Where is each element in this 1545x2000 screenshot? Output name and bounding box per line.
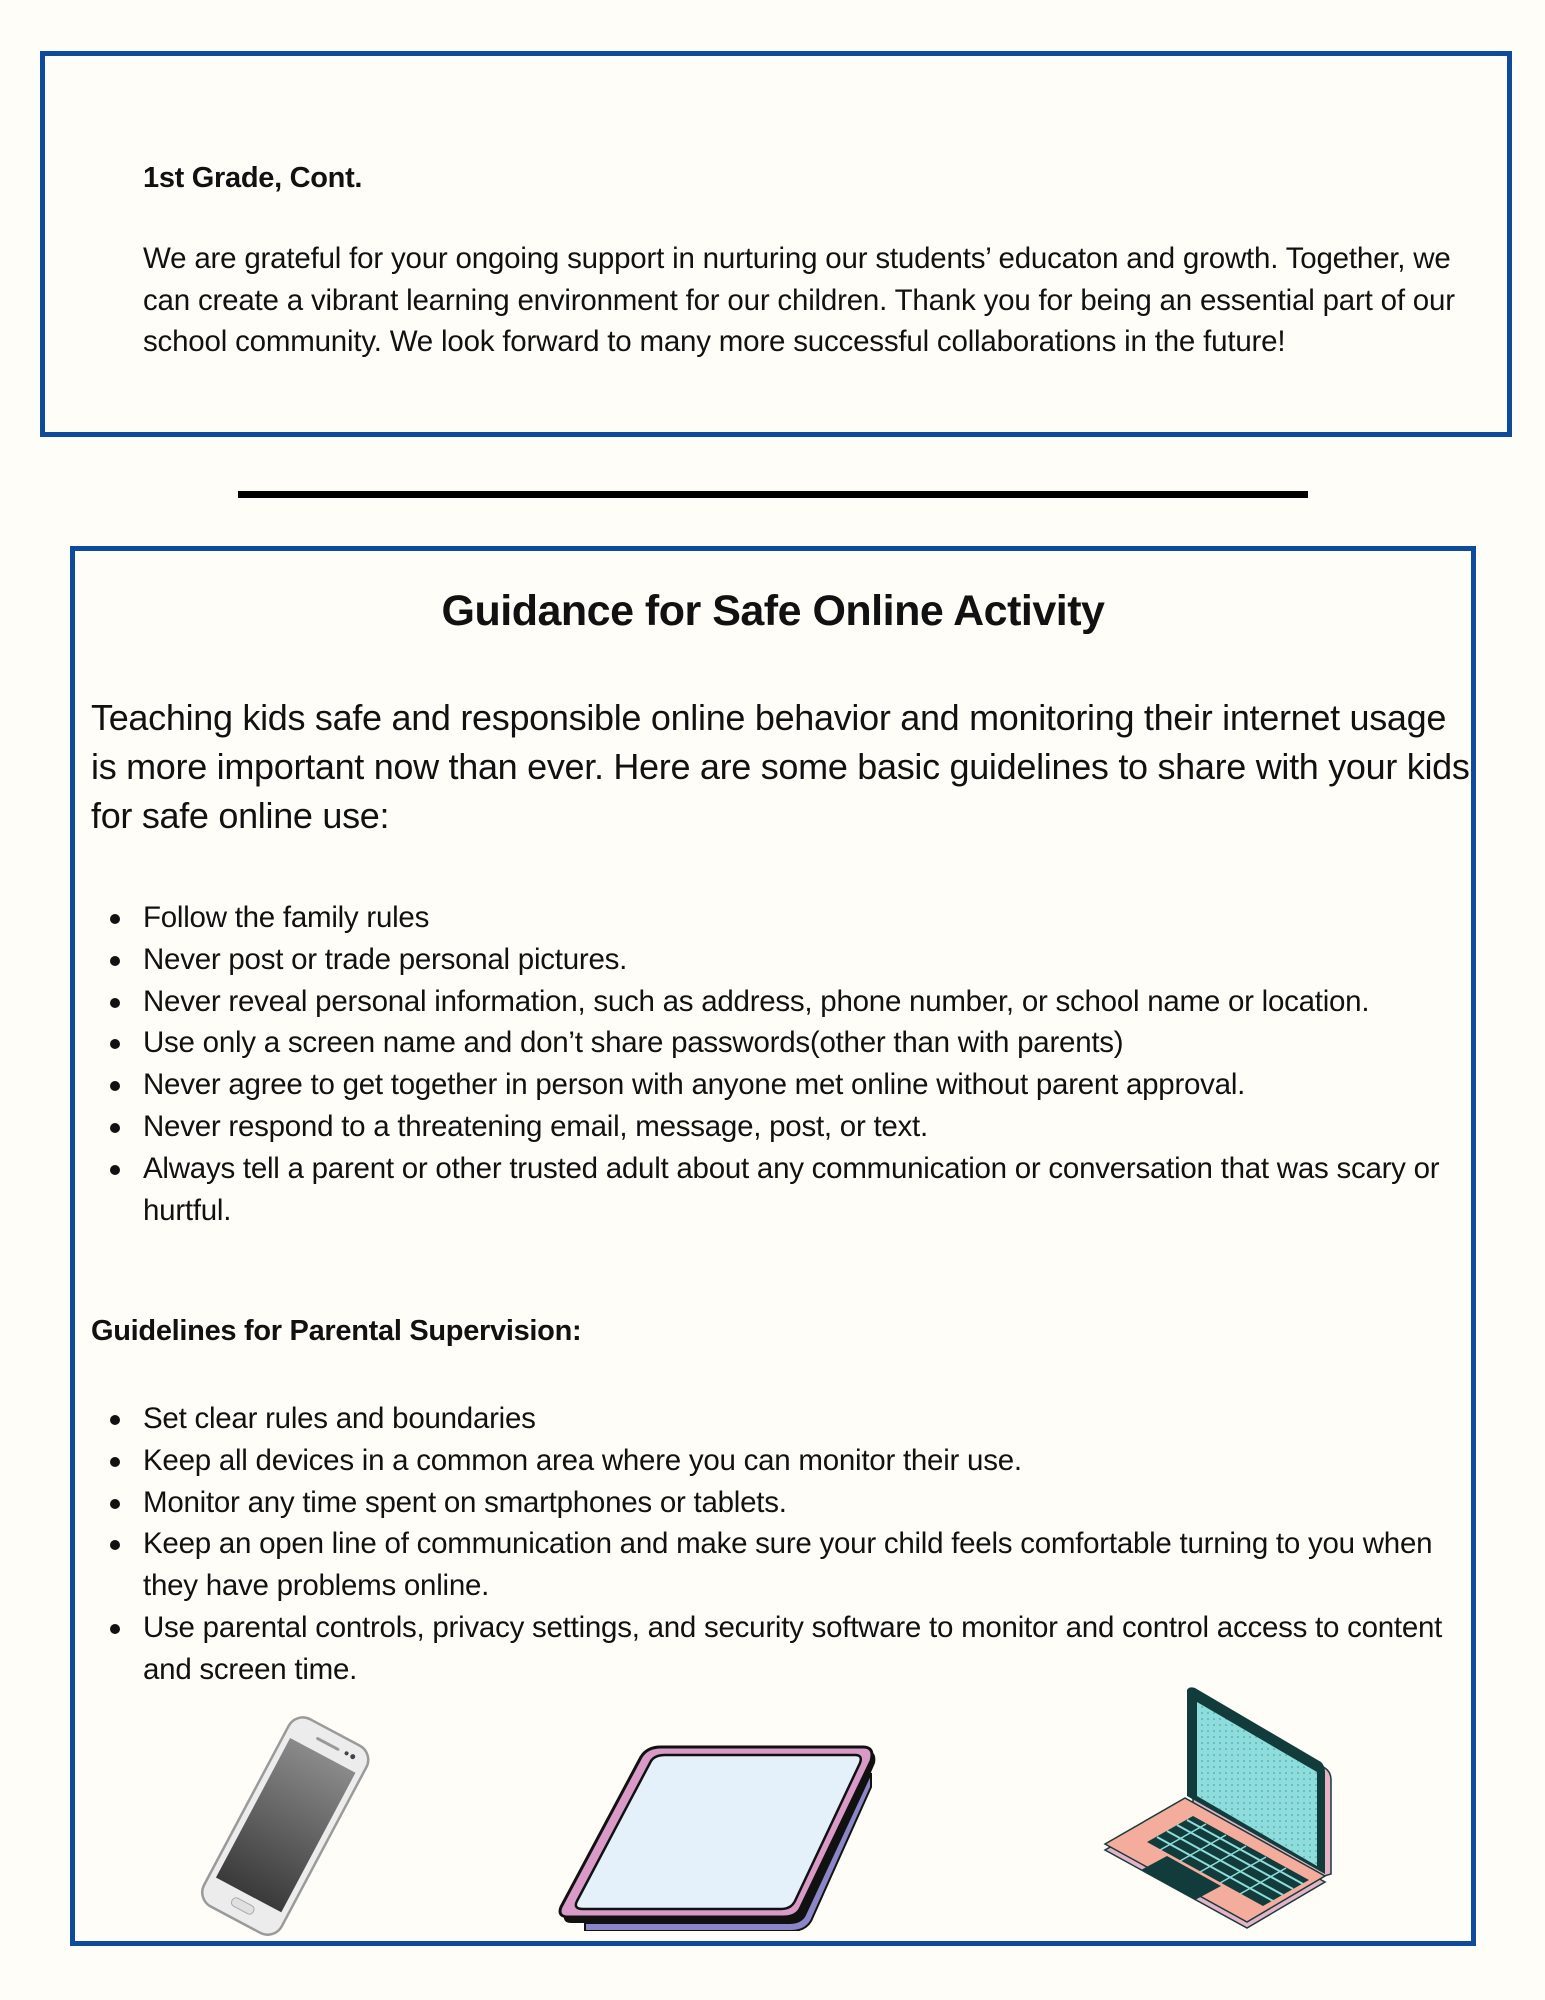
list-item: Use only a screen name and don’t share passwords(other than with parents) [143, 1022, 1463, 1064]
laptop-icon [1085, 1674, 1345, 1934]
list-item: Use parental controls, privacy settings, and security software to monitor and control access to content and screen time. [143, 1607, 1463, 1691]
thank-you-paragraph: We are grateful for your ongoing support in nurturing our students’ educaton and growth. Together, we can create a vibrant learning environment for our children. Thank you for being an essential part of our school community. We look forward to many more successful collaborations in the future! [143, 242, 1455, 359]
list-item: Monitor any time spent on smartphones or tablets. [143, 1482, 1463, 1524]
kid-guidelines-list [91, 897, 1463, 1231]
list-item: Set clear rules and boundaries [143, 1398, 1463, 1440]
list-item: Always tell a parent or other trusted adult about any communication or conversation that was scary or hurtful. [143, 1148, 1463, 1232]
parent-guidelines-heading: Guidelines for Parental Supervision: [91, 1315, 582, 1347]
intro-paragraph: Teaching kids safe and responsible online behavior and monitoring their internet usage is more important now than ever. Here are some basic guidelines to share with your kids for safe online use: [91, 697, 1470, 836]
tablet-icon [555, 1711, 905, 1931]
list-item: Keep an open line of communication and make sure your child feels comfortable turning to you when they have problems online. [143, 1523, 1463, 1607]
section-subtitle: 1st Grade, Cont. [143, 162, 363, 194]
intro-card [40, 51, 1512, 437]
list-item: Never agree to get together in person with anyone met online without parent approval. [143, 1064, 1463, 1106]
list-item: Never post or trade personal pictures. [143, 939, 1463, 981]
list-item: Keep all devices in a common area where you can monitor their use. [143, 1440, 1463, 1482]
list-item: Never reveal personal information, such as address, phone number, or school name or location. [143, 981, 1463, 1023]
page-title: Guidance for Safe Online Activity [441, 587, 1105, 635]
section-divider [238, 491, 1308, 498]
list-item: Follow the family rules [143, 897, 1463, 939]
list-item: Never respond to a threatening email, message, post, or text. [143, 1106, 1463, 1148]
parent-guidelines-list [91, 1398, 1463, 1691]
online-safety-card [70, 546, 1476, 1946]
smartphone-icon [193, 1711, 373, 1941]
